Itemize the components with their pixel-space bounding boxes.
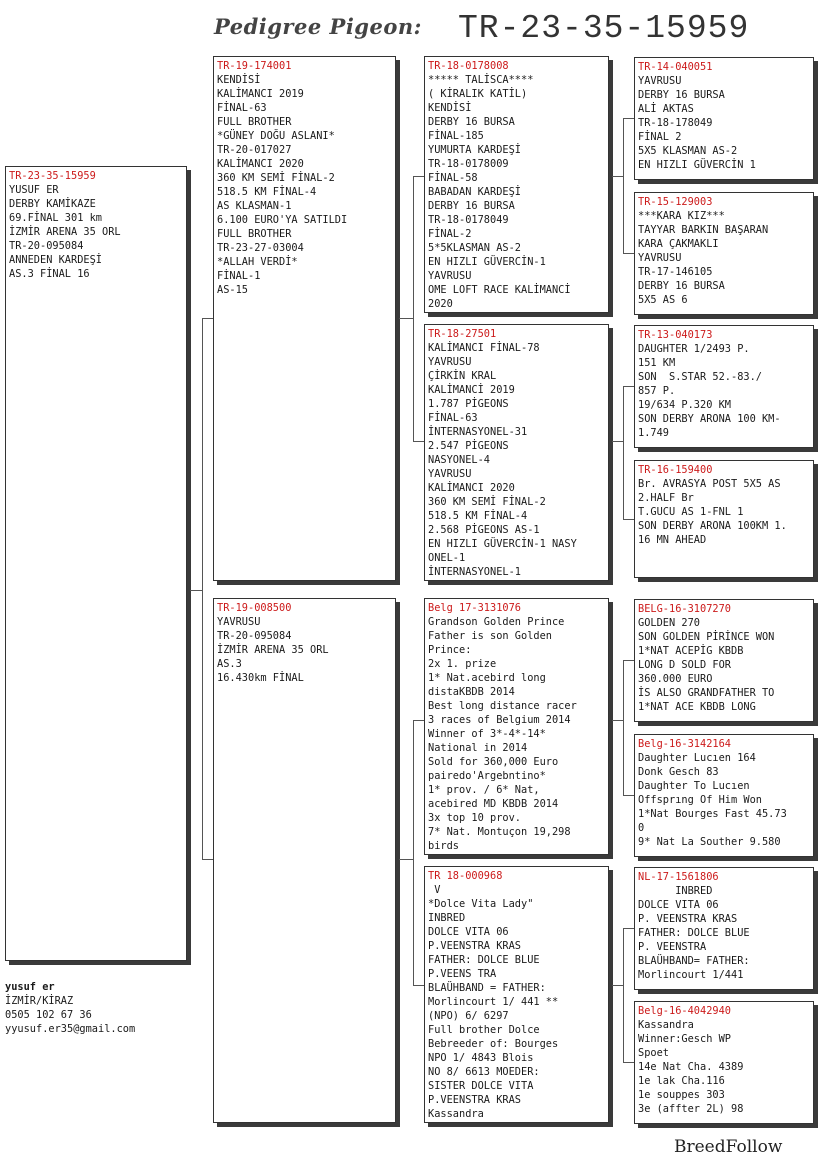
card-line: Morlincourt 1/441 bbox=[638, 969, 744, 981]
card-line: KENDİSİ bbox=[217, 74, 261, 86]
card-line: *Dolce Vita Lady" bbox=[428, 898, 534, 910]
card-line: birds bbox=[428, 840, 459, 852]
card-line: 3 races of Belgium 2014 bbox=[428, 714, 571, 726]
sire-sire-dam-card[interactable] bbox=[634, 192, 814, 315]
card-line: İS ALSO GRANDFATHER TO bbox=[638, 687, 775, 699]
connector-line bbox=[202, 318, 203, 860]
card-line: Kassandra bbox=[638, 1019, 694, 1031]
card-line: Winner:Gesch WP bbox=[638, 1033, 731, 1045]
card-line: 360 KM SEMİ FİNAL-2 bbox=[217, 172, 335, 184]
card-line: 151 KM bbox=[638, 357, 676, 369]
card-line: 9* Nat La Souther 9.580 bbox=[638, 836, 781, 848]
card-line: 3x top 10 prov. bbox=[428, 812, 521, 824]
card-line: Daughter To Lucıen bbox=[638, 780, 750, 792]
card-line: 3e (affter 2L) 98 bbox=[638, 1103, 744, 1115]
card-line: 518.5 KM FİNAL-4 bbox=[217, 186, 317, 198]
card-line: 360 KM SEMİ FİNAL-2 bbox=[428, 496, 546, 508]
ring-number: Belg 17-3131076 bbox=[428, 602, 521, 614]
card-line: BLAÜHBAND= FATHER: bbox=[638, 955, 750, 967]
connector-line bbox=[623, 928, 634, 929]
connector-line bbox=[413, 176, 424, 177]
card-line: DERBY 16 BURSA bbox=[638, 89, 725, 101]
card-line: LONG D SOLD FOR bbox=[638, 659, 731, 671]
connector-line bbox=[413, 720, 414, 986]
ring-number: TR-19-174001 bbox=[217, 60, 292, 72]
dam-sire-card[interactable] bbox=[424, 598, 609, 855]
dam-dam-dam-card[interactable] bbox=[634, 1001, 814, 1124]
sire-dam-sire-card[interactable] bbox=[634, 325, 814, 448]
card-line: 2.547 PİGEONS bbox=[428, 440, 509, 452]
connector-line bbox=[623, 386, 624, 520]
card-line: FİNAL-2 bbox=[428, 228, 472, 240]
card-line: İNTERNASYONEL-31 bbox=[428, 426, 528, 438]
card-line: V bbox=[428, 884, 441, 896]
card-line: INBRED bbox=[428, 912, 466, 924]
connector-line bbox=[623, 118, 634, 119]
card-line: 857 P. bbox=[638, 385, 676, 397]
card-line: BLAÜHBAND = FATHER: bbox=[428, 982, 546, 994]
card-line: Offsprıng Of Him Won bbox=[638, 794, 762, 806]
card-line: AS-15 bbox=[217, 284, 248, 296]
card-line: FULL BROTHER bbox=[217, 116, 292, 128]
card-line: *ALLAH VERDİ* bbox=[217, 256, 298, 268]
card-line: EN HIZLI GÜVERCİN-1 bbox=[428, 256, 546, 268]
card-line: TR-18-178049 bbox=[638, 117, 713, 129]
card-line: 1* prov. / 6* Nat, bbox=[428, 784, 540, 796]
owner-name: yusuf er bbox=[5, 981, 55, 993]
card-line: 1.749 bbox=[638, 427, 669, 439]
card-line: DOLCE VITA 06 bbox=[428, 926, 509, 938]
card-line: KALİMANCİ 2019 bbox=[428, 384, 515, 396]
card-line: İNTERNASYONEL-1 bbox=[428, 566, 521, 578]
ring-number: TR-18-27501 bbox=[428, 328, 497, 340]
sire-dam-dam-card[interactable] bbox=[634, 460, 814, 578]
card-line: Grandson Golden Prince bbox=[428, 616, 565, 628]
card-line: 5X5 KLASMAN AS-2 bbox=[638, 145, 738, 157]
header-ring-number: TR-23-35-15959 bbox=[458, 10, 750, 47]
card-line: P.VEENS TRA bbox=[428, 968, 497, 980]
card-line: 5X5 AS 6 bbox=[638, 294, 688, 306]
ring-number: TR 18-000968 bbox=[428, 870, 503, 882]
dam-dam-card[interactable] bbox=[424, 866, 609, 1123]
card-line: Sold for 360,000 Euro bbox=[428, 756, 559, 768]
card-line: 1* Nat.acebird long bbox=[428, 672, 546, 684]
card-line: TR-23-27-03004 bbox=[217, 242, 304, 254]
card-line: AS KLASMAN-1 bbox=[217, 200, 292, 212]
dam-sire-dam-card[interactable] bbox=[634, 734, 814, 857]
card-line: 1*NAT ACEPİG KBDB bbox=[638, 645, 744, 657]
card-line: FATHER: DOLCE BLUE bbox=[638, 927, 750, 939]
card-line: 69.FİNAL 301 km bbox=[9, 212, 102, 224]
card-line: DERBY 16 BURSA bbox=[428, 200, 515, 212]
card-line: YAVRUSU bbox=[428, 356, 472, 368]
card-line: ALİ AKTAS bbox=[638, 103, 694, 115]
card-line: 1*Nat Bourges Fast 45.73 bbox=[638, 808, 787, 820]
card-line: Spoet bbox=[638, 1047, 669, 1059]
connector-line bbox=[413, 720, 424, 721]
card-line: YAVRUSU bbox=[638, 75, 682, 87]
card-line: TR-20-095084 bbox=[9, 240, 84, 252]
card-line: *GÜNEY DOĞU ASLANI* bbox=[217, 130, 335, 142]
card-line: YAVRUSU bbox=[428, 468, 472, 480]
card-line: YUSUF ER bbox=[9, 184, 59, 196]
card-line: TR-20-017027 bbox=[217, 144, 292, 156]
pedigree-label: Pedigree Pigeon: bbox=[214, 14, 422, 39]
card-line: Father is son Golden bbox=[428, 630, 552, 642]
card-line: INBRED bbox=[638, 885, 713, 897]
card-line: pairedo'Argebntino* bbox=[428, 770, 546, 782]
owner-email[interactable]: yyusuf.er35@gmail.com bbox=[5, 1023, 136, 1035]
card-line: KALİMANCI 2020 bbox=[217, 158, 304, 170]
card-line: Prince: bbox=[428, 644, 472, 656]
card-line: BABADAN KARDEŞİ bbox=[428, 186, 521, 198]
card-line: SISTER DOLCE VITA bbox=[428, 1080, 534, 1092]
ring-number: TR-19-008500 bbox=[217, 602, 292, 614]
connector-line bbox=[202, 318, 213, 319]
card-line: P.VEENSTRA KRAS bbox=[428, 1094, 521, 1106]
card-line: İZMİR ARENA 35 ORL bbox=[9, 226, 121, 238]
connector-line bbox=[413, 441, 424, 442]
ring-number: TR-13-040173 bbox=[638, 329, 713, 341]
card-line: TAYYAR BARKIN BAŞARAN bbox=[638, 224, 769, 236]
card-line: FİNAL-63 bbox=[217, 102, 267, 114]
card-line: ( KİRALIK KATİL) bbox=[428, 88, 528, 100]
card-line: TR-20-095084 bbox=[217, 630, 292, 642]
card-line: 1e souppes 303 bbox=[638, 1089, 725, 1101]
card-line: 5*5KLASMAN AS-2 bbox=[428, 242, 521, 254]
card-line: DERBY 16 BURSA bbox=[428, 116, 515, 128]
connector-line bbox=[623, 1062, 634, 1063]
brand-watermark: BreedFollow bbox=[674, 1137, 783, 1157]
card-line: GOLDEN 270 bbox=[638, 617, 700, 629]
card-line: EN HIZLI GÜVERCİN 1 bbox=[638, 159, 756, 171]
card-line: FATHER: DOLCE BLUE bbox=[428, 954, 540, 966]
connector-line bbox=[623, 519, 634, 520]
card-line: 7* Nat. Montuçon 19,298 bbox=[428, 826, 571, 838]
card-line: EN HIZLI GÜVERCİN-1 NASY bbox=[428, 538, 577, 550]
card-line: Br. AVRASYA POST 5X5 AS bbox=[638, 478, 781, 490]
card-line: FULL BROTHER bbox=[217, 228, 292, 240]
dam-card[interactable] bbox=[213, 598, 396, 1123]
card-line: 2020 bbox=[428, 298, 453, 310]
connector-line bbox=[623, 660, 624, 796]
card-line: ***KARA KIZ*** bbox=[638, 210, 725, 222]
card-line: DAUGHTER 1/2493 P. bbox=[638, 343, 750, 355]
card-line: Kassandra bbox=[428, 1108, 484, 1120]
card-line: 0 bbox=[638, 822, 645, 834]
card-line: Daughter Lucıen 164 bbox=[638, 752, 756, 764]
card-line: NASYONEL-4 bbox=[428, 454, 490, 466]
sire-sire-sire-card[interactable] bbox=[634, 57, 814, 180]
card-line: KENDİSİ bbox=[428, 102, 472, 114]
card-line: 2.568 PİGEONS AS-1 bbox=[428, 524, 540, 536]
card-line: Best long distance racer bbox=[428, 700, 577, 712]
card-line: DOLCE VITA 06 bbox=[638, 899, 719, 911]
ring-number: Belg-16-4042940 bbox=[638, 1005, 731, 1017]
connector-line bbox=[623, 118, 624, 254]
card-line: P. VEENSTRA bbox=[638, 941, 707, 953]
card-line: TR-18-0178009 bbox=[428, 158, 509, 170]
card-line: P. VEENSTRA KRAS bbox=[638, 913, 738, 925]
connector-line bbox=[413, 985, 424, 986]
card-line: Donk Gesch 83 bbox=[638, 766, 719, 778]
sire-dam-card[interactable] bbox=[424, 324, 609, 581]
card-line: 518.5 KM FİNAL-4 bbox=[428, 510, 528, 522]
card-line: TR-17-146105 bbox=[638, 266, 713, 278]
card-line: T.GUCU AS 1-FNL 1 bbox=[638, 506, 744, 518]
owner-city: İZMİR/KİRAZ bbox=[5, 995, 74, 1007]
connector-line bbox=[623, 386, 634, 387]
card-line: 16.430km FİNAL bbox=[217, 672, 304, 684]
card-line: National in 2014 bbox=[428, 742, 528, 754]
card-line: ANNEDEN KARDEŞİ bbox=[9, 254, 102, 266]
card-line: (NPO) 6/ 6297 bbox=[428, 1010, 509, 1022]
card-line: 19/634 P.320 KM bbox=[638, 399, 731, 411]
ring-number: Belg-16-3142164 bbox=[638, 738, 731, 750]
card-line: FİNAL-63 bbox=[428, 412, 478, 424]
card-line: NPO 1/ 4843 Blois bbox=[428, 1052, 534, 1064]
subject-card[interactable] bbox=[5, 166, 187, 961]
connector-line bbox=[202, 859, 213, 860]
card-line: Full brother Dolce bbox=[428, 1024, 540, 1036]
card-line: SON GOLDEN PİRİNCE WON bbox=[638, 631, 775, 643]
card-line: FİNAL-1 bbox=[217, 270, 261, 282]
card-line: 1.787 PİGEONS bbox=[428, 398, 509, 410]
connector-line bbox=[623, 253, 634, 254]
card-line: Bebreeder of: Bourges bbox=[428, 1038, 559, 1050]
ring-number: TR-23-35-15959 bbox=[9, 170, 96, 182]
dam-sire-sire-card[interactable] bbox=[634, 599, 814, 722]
card-line: SON S.STAR 52.-83./ bbox=[638, 371, 762, 383]
sire-card[interactable] bbox=[213, 56, 396, 581]
card-line: Winner of 3*-4*-14* bbox=[428, 728, 546, 740]
card-line: DERBY 16 BURSA bbox=[638, 280, 725, 292]
card-line: 2.HALF Br bbox=[638, 492, 694, 504]
card-line: KARA ÇAKMAKLI bbox=[638, 238, 719, 250]
card-line: OME LOFT RACE KALİMANCİ bbox=[428, 284, 571, 296]
card-line: YAVRUSU bbox=[428, 270, 472, 282]
connector-line bbox=[399, 318, 414, 319]
card-line: KALİMANCI 2019 bbox=[217, 88, 304, 100]
owner-contact bbox=[5, 980, 135, 1036]
sire-sire-card[interactable] bbox=[424, 56, 609, 313]
card-line: 360.000 EURO bbox=[638, 673, 713, 685]
card-line: distaKBDB 2014 bbox=[428, 686, 515, 698]
card-line: 6.100 EURO'YA SATILDI bbox=[217, 214, 348, 226]
connector-line bbox=[623, 928, 624, 1063]
card-line: FİNAL-185 bbox=[428, 130, 484, 142]
card-line: AS.3 FİNAL 16 bbox=[9, 268, 90, 280]
card-line: 1*NAT ACE KBDB LONG bbox=[638, 701, 756, 713]
ring-number: TR-16-159400 bbox=[638, 464, 713, 476]
card-line: acebired MD KBDB 2014 bbox=[428, 798, 559, 810]
ring-number: TR-14-040051 bbox=[638, 61, 713, 73]
card-line: P.VEENSTRA KRAS bbox=[428, 940, 521, 952]
ring-number: TR-18-0178008 bbox=[428, 60, 509, 72]
card-line: YAVRUSU bbox=[217, 616, 261, 628]
card-line: KALİMANCI 2020 bbox=[428, 482, 515, 494]
card-line: TR-18-0178049 bbox=[428, 214, 509, 226]
card-line: ÇİRKİN KRAL bbox=[428, 370, 497, 382]
card-line: ***** TALİSCA**** bbox=[428, 74, 534, 86]
dam-dam-sire-card[interactable] bbox=[634, 867, 814, 990]
owner-phone: 0505 102 67 36 bbox=[5, 1009, 92, 1021]
connector-line bbox=[413, 176, 414, 442]
card-line: KALİMANCI FİNAL-78 bbox=[428, 342, 540, 354]
connector-line bbox=[399, 859, 414, 860]
card-line: NO 8/ 6613 MOEDER: bbox=[428, 1066, 540, 1078]
card-line: ONEL-1 bbox=[428, 552, 466, 564]
card-line: FİNAL-58 bbox=[428, 172, 478, 184]
card-line: SON DERBY ARONA 100KM 1. bbox=[638, 520, 787, 532]
card-line: 14e Nat Cha. 4389 bbox=[638, 1061, 744, 1073]
card-line: YAVRUSU bbox=[638, 252, 682, 264]
card-line: 1e lak Cha.116 bbox=[638, 1075, 725, 1087]
card-line: SON DERBY ARONA 100 KM- bbox=[638, 413, 781, 425]
card-line: DERBY KAMİKAZE bbox=[9, 198, 96, 210]
card-line: İZMİR ARENA 35 ORL bbox=[217, 644, 329, 656]
card-line: AS.3 bbox=[217, 658, 242, 670]
connector-line bbox=[623, 660, 634, 661]
ring-number: BELG-16-3107270 bbox=[638, 603, 731, 615]
connector-line bbox=[623, 795, 634, 796]
card-line: YUMURTA KARDEŞİ bbox=[428, 144, 521, 156]
card-line: 2x 1. prize bbox=[428, 658, 497, 670]
card-line: FİNAL 2 bbox=[638, 131, 682, 143]
card-line: 16 MN AHEAD bbox=[638, 534, 707, 546]
ring-number: TR-15-129003 bbox=[638, 196, 713, 208]
card-line: Morlincourt 1/ 441 ** bbox=[428, 996, 559, 1008]
ring-number: NL-17-1561806 bbox=[638, 871, 719, 883]
